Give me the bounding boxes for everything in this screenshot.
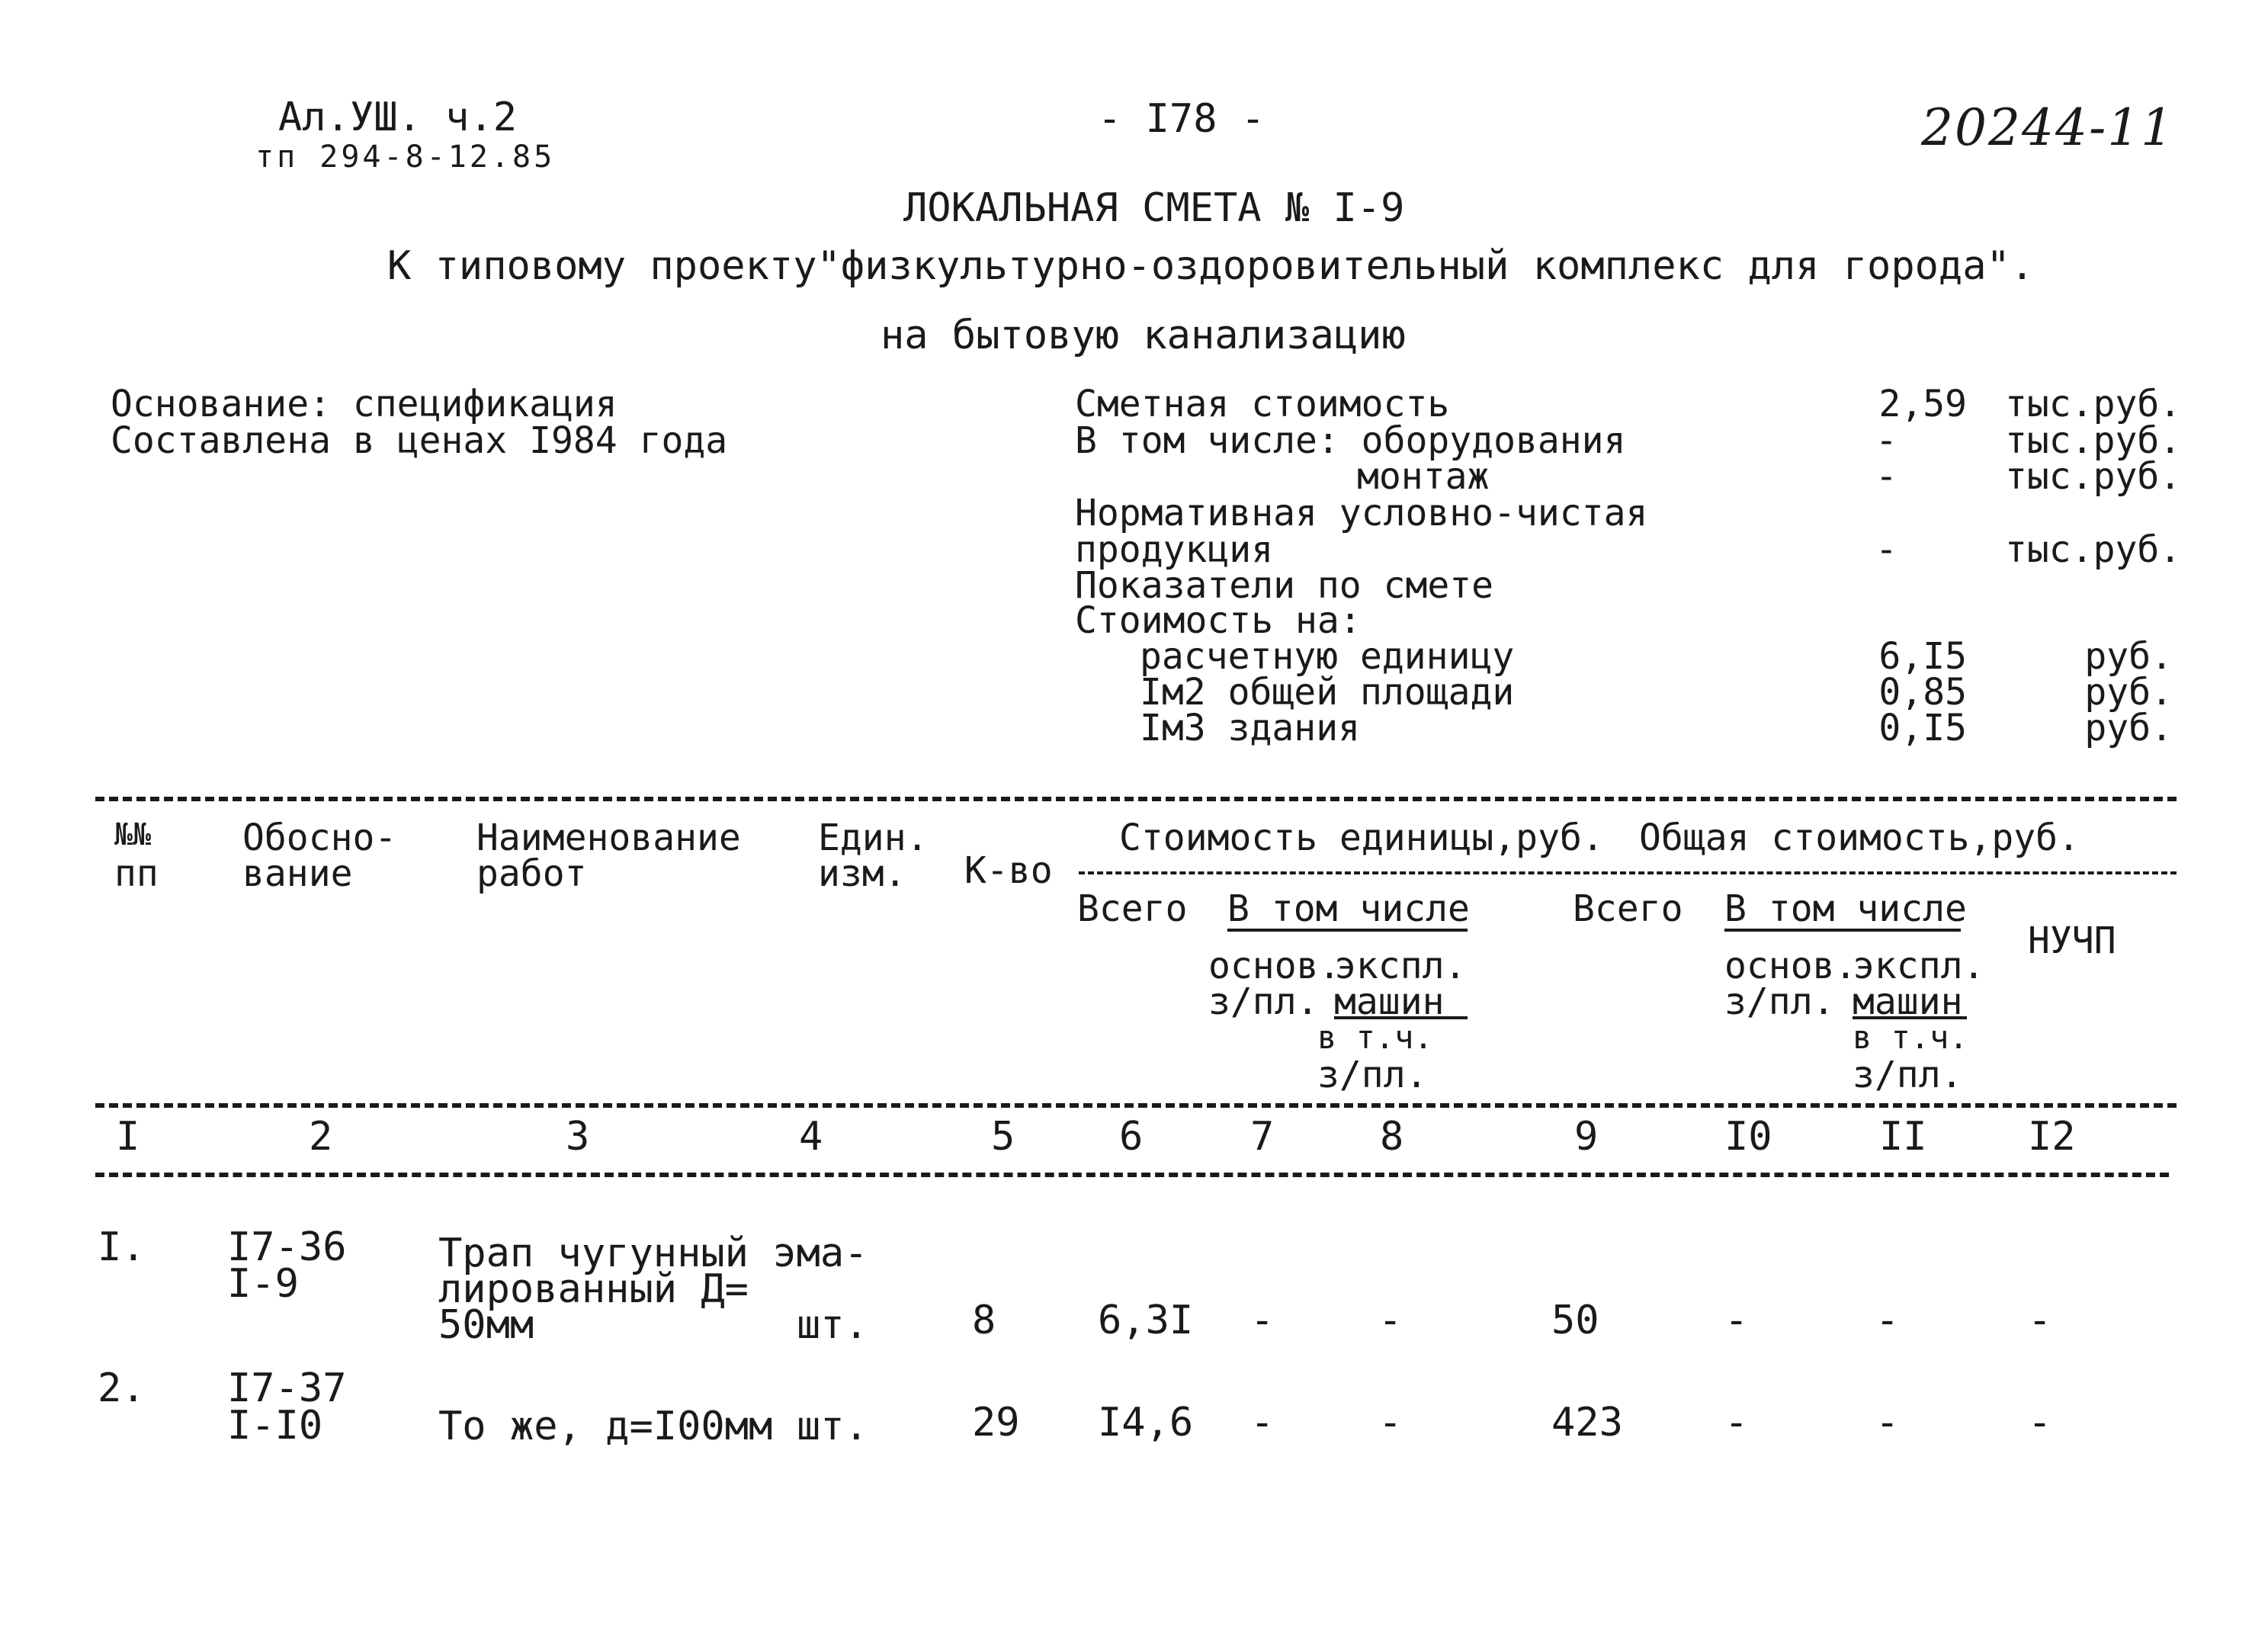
project-subtitle: К типовому проекту"физкультурно-оздоровительный комплекс для города". [387,243,2035,289]
row-unit: шт. [797,1404,868,1449]
handwritten-number: 20244-11 [1921,98,2175,157]
header-total-incl-wage: з/пл. [1853,1054,1963,1096]
header-total-including: В том числе [1724,887,1967,930]
row-total: 423 [1551,1400,1623,1446]
header-num: пп [114,852,159,895]
summary-label: Iм2 общей площади [1140,671,1515,714]
header-unit-total: Всего [1077,887,1188,930]
row-nuchp: - [2028,1298,2052,1343]
table-top-rule [95,797,2177,801]
cost-group-rule [1079,871,2177,874]
summary-value: 2,59 [1878,383,1967,425]
prices-year-line: Составлена в ценах I984 года [111,419,728,462]
row-name: лированный Д= [438,1266,749,1312]
header-name: Наименование [476,817,741,859]
header-unit-machine: экспл. [1334,945,1467,987]
document-title: ЛОКАЛЬНАЯ СМЕТА № I-9 [903,185,1405,231]
column-number: 8 [1380,1114,1404,1160]
column-number: 7 [1250,1114,1275,1160]
header-basis: Обосно- [242,817,397,859]
row-total-wage: - [1724,1400,1749,1446]
summary-value: 6,I5 [1878,635,1967,678]
summary-label: Стоимость на: [1075,599,1362,642]
header-unit-machine: машин [1334,980,1445,1023]
header-unit: Един. [818,817,929,859]
row-qty: 29 [972,1400,1020,1446]
row-total: 50 [1551,1298,1599,1343]
column-number: 2 [309,1114,333,1160]
header-unit-cost: Стоимость единицы,руб. [1119,817,1604,859]
row-nuchp: - [2028,1400,2052,1446]
row-total-wage: - [1724,1298,1749,1343]
header-basis: вание [242,852,353,895]
document-code: Ал.УШ. ч.2 [278,95,518,140]
summary-label: монтаж [1357,455,1490,498]
column-number: 9 [1574,1114,1599,1160]
header-name: работ [476,852,587,895]
summary-label: расчетную единицу [1140,635,1515,678]
basis-line: Основание: спецификация [111,383,618,425]
header-total-cost: Общая стоимость,руб. [1639,817,2080,859]
row-unit-machine: - [1378,1400,1403,1446]
header-total-machine: машин [1853,980,1963,1023]
project-code: тп 294-8-12.85 [255,140,556,175]
summary-label: Сметная стоимость [1075,383,1450,425]
summary-value: - [1875,528,1897,571]
header-qty: К-во [964,849,1053,892]
row-name: То же, д=I00мм [438,1404,773,1449]
row-number: I. [98,1224,146,1270]
page-number: - I78 - [1098,96,1266,142]
estimate-subject: на бытовую канализацию [881,313,1406,358]
row-unit-total: I4,6 [1098,1400,1194,1446]
row-number: 2. [98,1365,146,1411]
header-unit: изм. [818,852,906,895]
column-number: I [116,1114,140,1160]
header-total-base-wage: основ. [1724,945,1857,987]
header-total-incl-wage: в т.ч. [1853,1019,1968,1056]
summary-label: продукция [1075,528,1274,571]
column-number: 5 [991,1114,1015,1160]
summary-label: Iм3 здания [1140,707,1360,749]
column-number: 4 [799,1114,823,1160]
row-name: 50мм [438,1302,534,1348]
header-grand-total: Всего [1573,887,1683,930]
row-total-machine: - [1875,1400,1900,1446]
row-qty: 8 [972,1298,996,1343]
row-unit: шт. [797,1302,868,1348]
summary-unit: тыс.руб. [2005,383,2182,425]
header-bottom-rule [95,1103,2177,1108]
row-basis: I-I0 [227,1403,323,1449]
summary-unit: руб. [2084,671,2173,714]
column-numbers-rule [95,1173,2169,1177]
summary-unit: руб. [2084,707,2173,749]
column-number: I0 [1724,1114,1772,1160]
header-unit-including: В том числе [1227,887,1470,930]
header-unit-base-wage: основ. [1208,945,1341,987]
summary-value: 0,85 [1878,671,1967,714]
header-total-machine: экспл. [1853,945,1985,987]
header-unit-base-wage: з/пл. [1208,980,1319,1023]
summary-label: Показатели по смете [1075,564,1494,607]
summary-unit: тыс.руб. [2005,528,2182,571]
row-unit-total: 6,3I [1098,1298,1194,1343]
summary-label: Нормативная условно-чистая [1075,492,1648,534]
row-basis: I7-37 [227,1365,347,1411]
row-basis: I-9 [227,1261,299,1307]
column-number: I2 [2028,1114,2076,1160]
header-nuchp: НУЧП [2028,919,2116,962]
column-number: II [1879,1114,1927,1160]
row-unit-machine: - [1378,1298,1403,1343]
column-number: 6 [1119,1114,1144,1160]
header-total-base-wage: з/пл. [1724,980,1835,1023]
row-name: Трап чугунный эма- [438,1231,868,1276]
header-unit-incl-wage: з/пл. [1317,1054,1428,1096]
summary-unit: тыс.руб. [2005,455,2182,498]
summary-unit: тыс.руб. [2005,419,2182,462]
row-unit-wage: - [1250,1298,1275,1343]
summary-value: - [1875,419,1897,462]
summary-value: - [1875,455,1897,498]
header-unit-incl-wage: в т.ч. [1317,1019,1433,1056]
header-num: №№ [114,817,152,852]
summary-value: 0,I5 [1878,707,1967,749]
row-unit-wage: - [1250,1400,1275,1446]
row-basis: I7-36 [227,1224,347,1270]
summary-label: В том числе: оборудования [1075,419,1626,462]
column-number: 3 [566,1114,590,1160]
row-total-machine: - [1875,1298,1900,1343]
summary-unit: руб. [2084,635,2173,678]
